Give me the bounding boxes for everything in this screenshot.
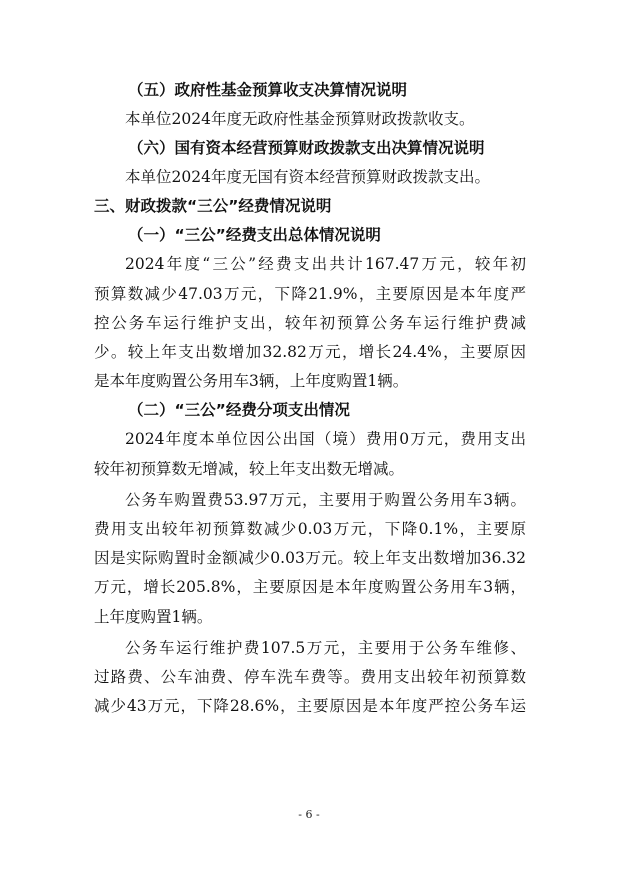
paragraph-vehicle-purchase (94, 486, 526, 632)
section-heading-state-capital: （六）国有资本经营预算财政拨款支出决算情况说明 (128, 139, 485, 158)
paragraph-line: 费用支出较年初预算数减少0.03万元，下降0.1%，主要原 (94, 520, 526, 539)
paragraph-line: 万元，增长205.8%，主要原因是本年度购置公务用车3辆， (94, 578, 526, 597)
paragraph-state-capital (94, 163, 526, 192)
document-body (94, 76, 526, 721)
paragraph-line: 因是实际购置时金额减少0.03万元。较上年支出数增加36.32 (94, 549, 526, 568)
paragraph-line: 上年度购置1辆。 (94, 607, 213, 626)
paragraph-line: 少。较上年支出数增加32.82万元，增长24.4%，主要原因 (94, 343, 526, 362)
paragraph-vehicle-maintenance (94, 634, 526, 722)
page-number: - 6 - (298, 808, 320, 821)
paragraph-line: 2024年度“三公”经费支出共计167.47万元，较年初 (125, 255, 526, 274)
paragraph-line: 减少43万元，下降28.6%，主要原因是本年度严控公务车运 (94, 697, 526, 716)
paragraph-govfund (94, 105, 526, 134)
subsection-heading-itemized: （二）“三公”经费分项支出情况 (128, 401, 350, 420)
paragraph-line: 过路费、公车油费、停车洗车费等。费用支出较年初预算数 (94, 668, 526, 687)
paragraph-line: 是本年度购置公务用车3辆，上年度购置1辆。 (94, 372, 409, 391)
paragraph-line: 本单位2024年度无国有资本经营预算财政拨款支出。 (125, 168, 490, 187)
paragraph-line: 预算数减少47.03万元，下降21.9%，主要原因是本年度严 (94, 284, 526, 303)
paragraph-overall (94, 250, 526, 396)
paragraph-line: 本单位2024年度无政府性基金预算财政拨款收支。 (125, 110, 475, 128)
section-heading-govfund: （五）政府性基金预算收支决算情况说明 (128, 81, 408, 99)
paragraph-overseas (94, 425, 526, 483)
paragraph-line: 公务车运行维护费107.5万元，主要用于公务车维修、 (125, 638, 526, 657)
paragraph-line: 公务车购置费53.97万元，主要用于购置公务用车3辆。 (125, 490, 526, 509)
paragraph-line: 2024年度本单位因公出国（境）费用0万元，费用支出 (125, 430, 526, 449)
section-heading-three-public: 三、财政拨款“三公”经费情况说明 (94, 197, 332, 216)
paragraph-line: 较年初预算数无增减，较上年支出数无增减。 (94, 459, 405, 478)
paragraph-line: 控公务车运行维护支出，较年初预算公务车运行维护费减 (94, 313, 526, 332)
subsection-heading-overall: （一）“三公”经费支出总体情况说明 (128, 226, 381, 245)
